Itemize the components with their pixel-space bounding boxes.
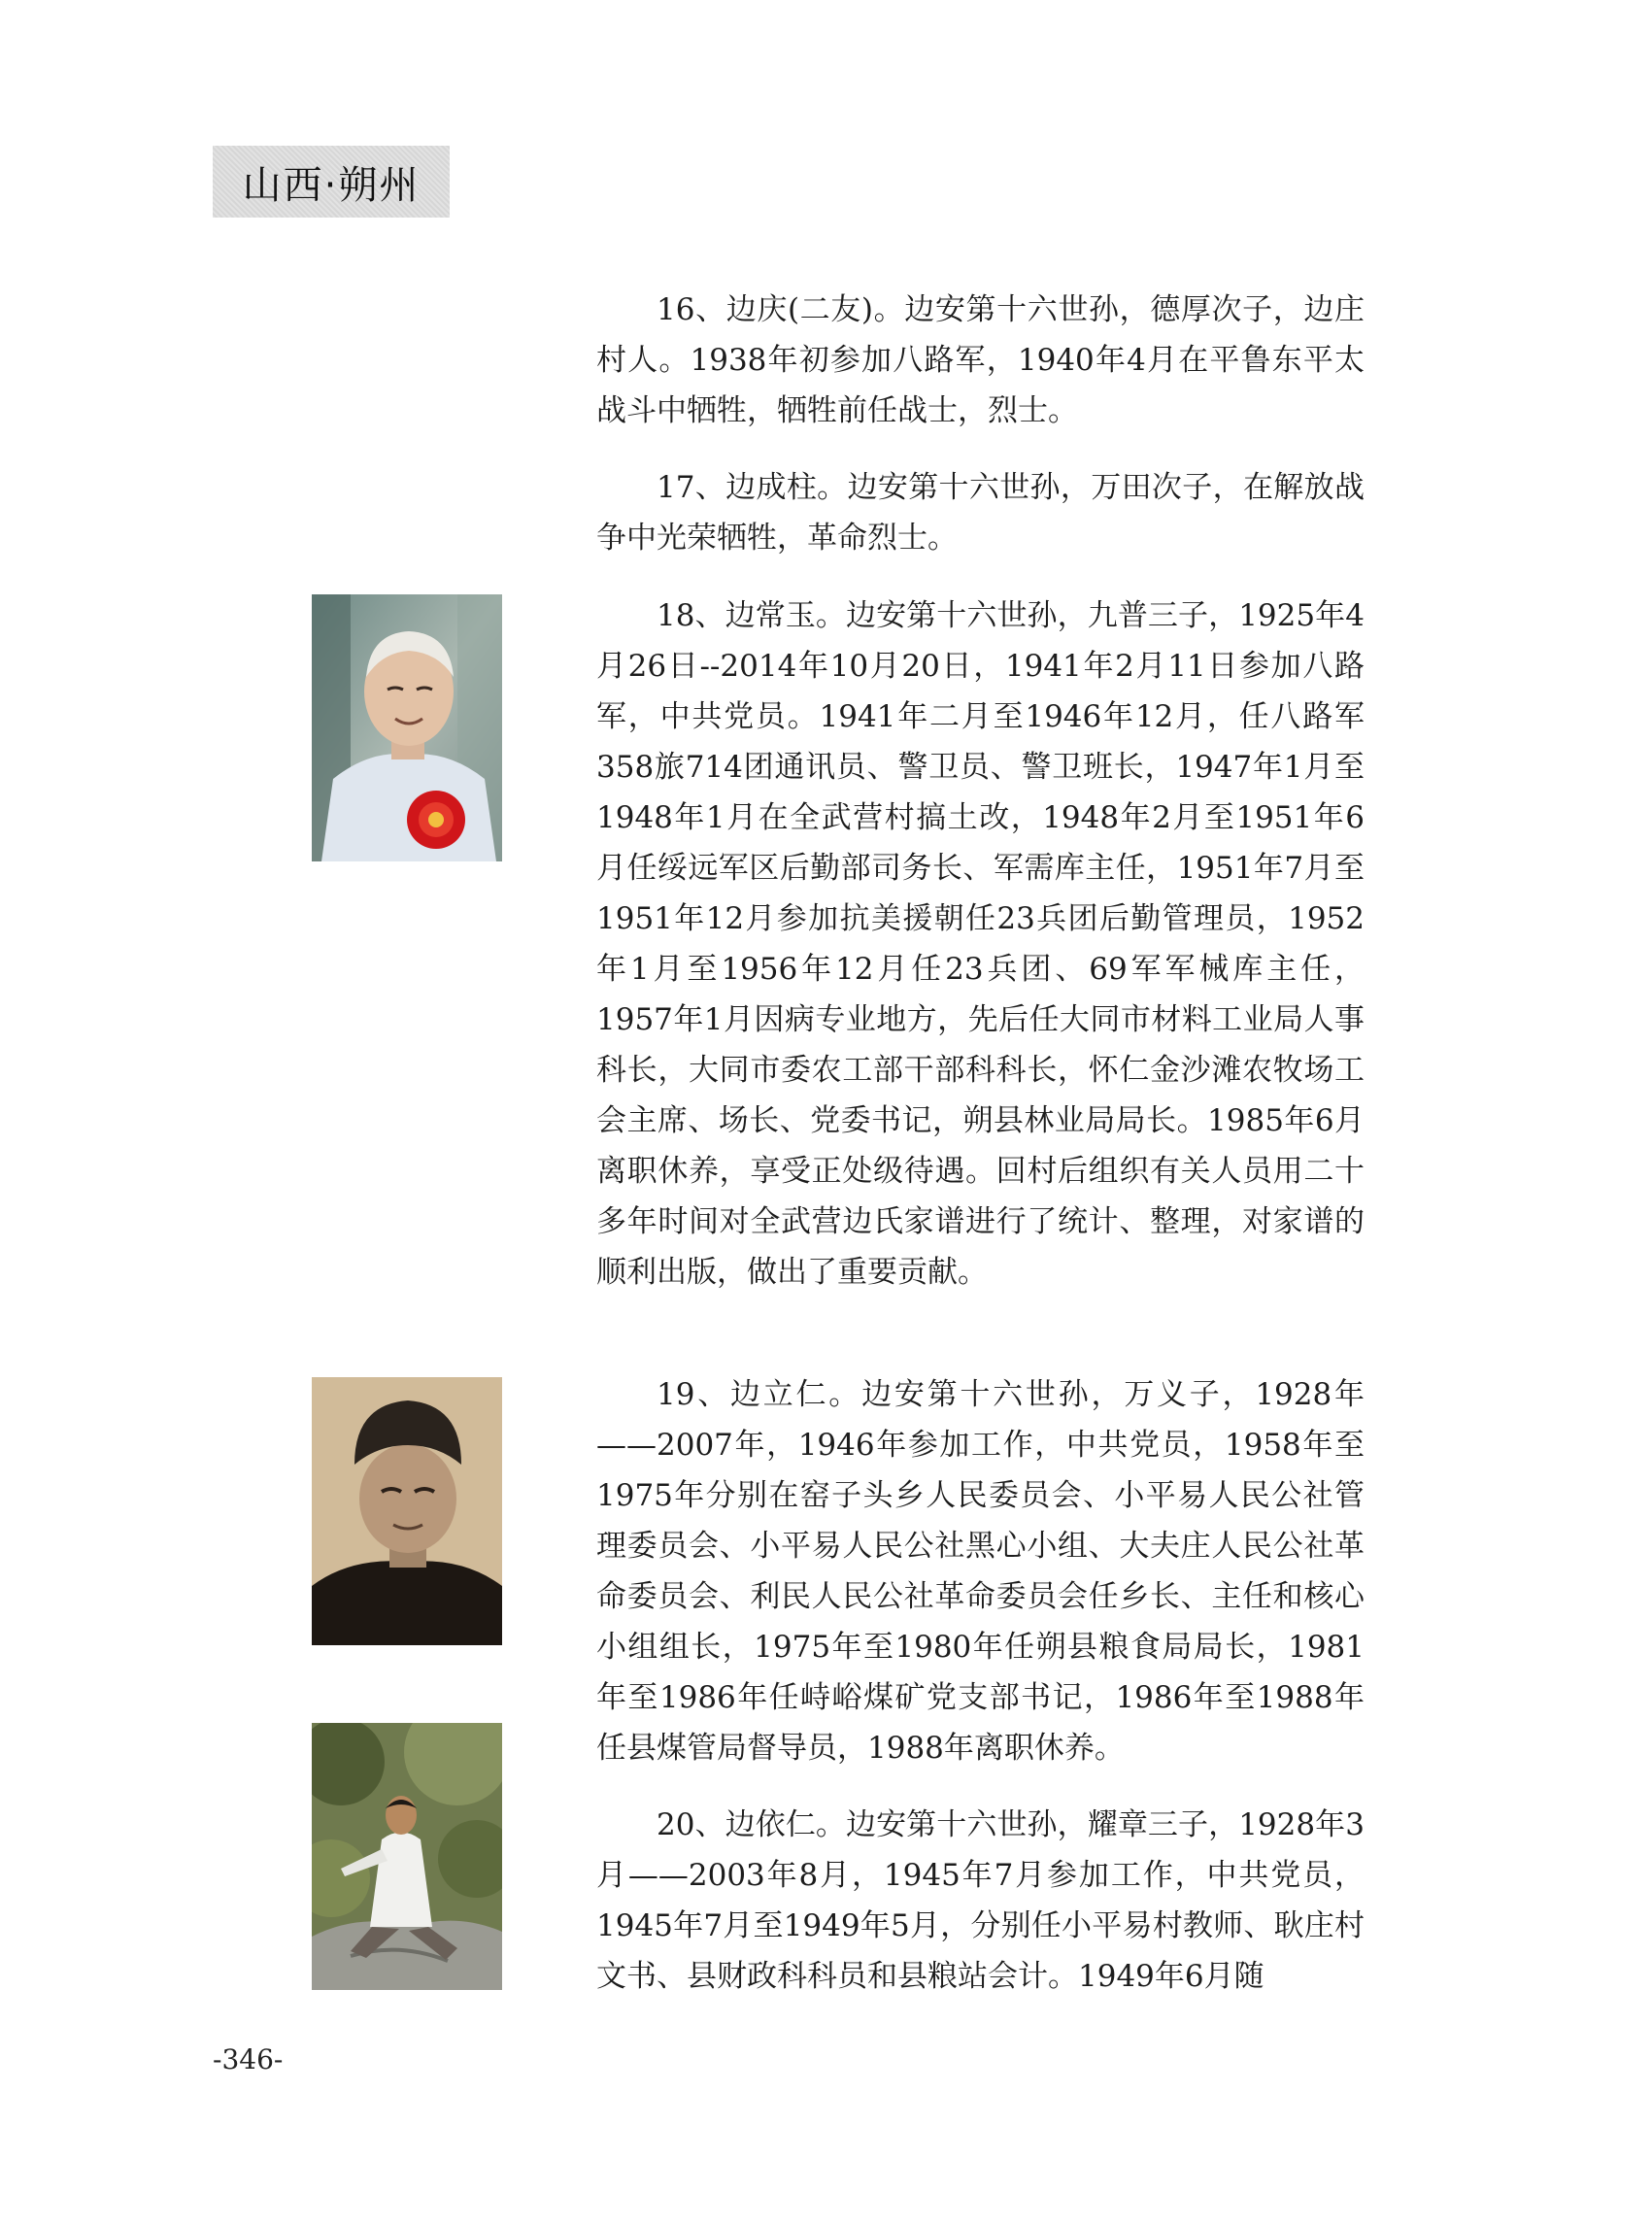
section-title: 山西·朔州 bbox=[242, 162, 421, 208]
entry-20: 20、边依仁。边安第十六世孙，耀章三子，1928年3月——2003年8月，1945年7月参加工作，中共党员，1945年7月至1949年5月，分别任小平易村教师、耿庄村文书、县财政科科员和县粮站会计。1949年6月随 bbox=[596, 1807, 1365, 1994]
entry-17: 17、边成柱。边安第十六世孙，万田次子，在解放战争中光荣牺牲，革命烈士。 bbox=[596, 470, 1365, 556]
page-number: -346- bbox=[213, 2043, 284, 2075]
portrait-photo-bian-liren bbox=[312, 1377, 502, 1645]
portrait-photo-bian-yiren bbox=[312, 1723, 502, 1990]
section-header bbox=[213, 146, 450, 218]
portrait-photo-bian-changyu bbox=[312, 594, 502, 861]
entry-19: 19、边立仁。边安第十六世孙，万义子，1928年——2007年，1946年参加工作，中共党员，1958年至1975年分别在窑子头乡人民委员会、小平易人民公社管理委员会、小平易人民公社黑心小组、大夫庄人民公社革命委员会、利民人民公社革命委员会任乡长、主任和核心小组组长，1975年至1980年任朔县粮食局局长，1981年至1986年任峙峪煤矿党支部书记，1986年至1988年任县煤管局督导员，1988年离职休养。 bbox=[596, 1377, 1365, 1766]
entry-16: 16、边庆(二友)。边安第十六世孙，德厚次子，边庄村人。1938年初参加八路军，1940年4月在平鲁东平太战斗中牺牲，牺牲前任战士，烈士。 bbox=[596, 292, 1365, 428]
entry-18: 18、边常玉。边安第十六世孙，九普三子，1925年4月26日--2014年10月20日，1941年2月11日参加八路军，中共党员。1941年二月至1946年12月，任八路军358旅714团通讯员、警卫员、警卫班长，1947年1月至1948年1月在全武营村搞土改，1948年2月至1951年6月任绥远军区后勤部司务长、军需库主任，1951年7月至1951年12月参加抗美援朝任23兵团后勤管理员，1952年1月至1956年12月任23兵团、69军军械库主任，1957年1月因病专业地方，先后任大同市材料工业局人事科长，大同市委农工部干部科科长，怀仁金沙滩农牧场工会主席、场长、党委书记，朔县林业局局长。1985年6月离职休养，享受正处级待遇。回村后组织有关人员用二十多年时间对全武营边氏家谱进行了统计、整理，对家谱的顺利出版，做出了重要贡献。 bbox=[596, 598, 1365, 1290]
